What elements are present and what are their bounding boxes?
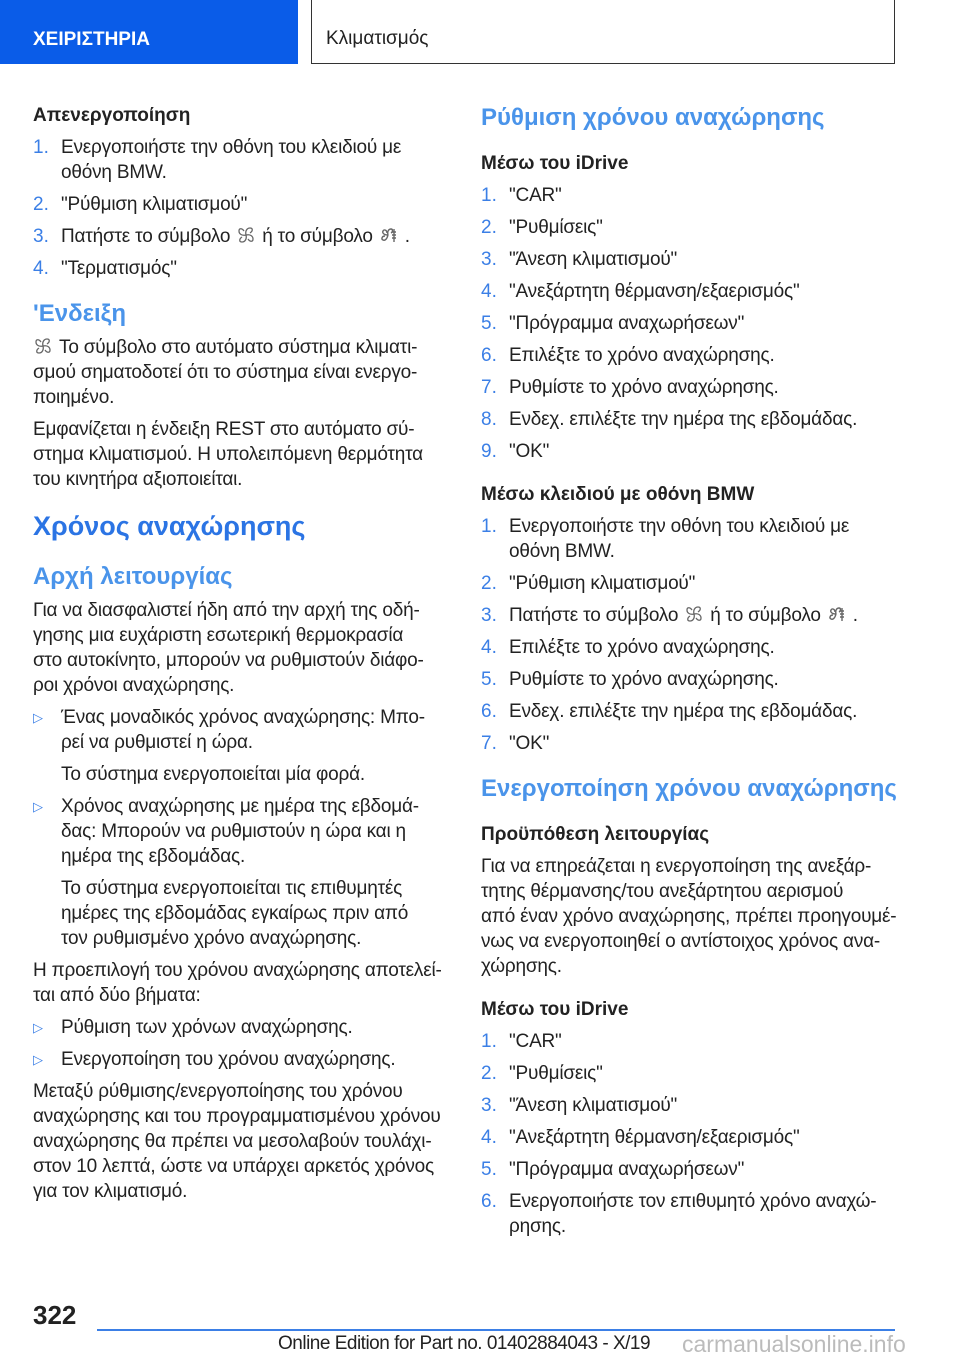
list-number: 4. (481, 637, 497, 658)
list-item (481, 1029, 901, 1054)
list-item-text: Ενεργοποιήστε τον επιθυμητό χρόνο αναχώ- ρησης. (509, 1191, 877, 1237)
paragraph (33, 335, 453, 410)
subheading: Μέσω του iDrive (481, 999, 629, 1020)
list-number: 7. (481, 377, 497, 398)
list-item-text: "Ανεξάρτητη θέρμανση/εξαερισμός" (509, 1127, 800, 1148)
right-column (481, 103, 901, 1246)
list-item-text: "Άνεση κλιματισμού" (509, 249, 678, 270)
list-item-text (509, 603, 858, 628)
list-number: 1. (481, 1031, 497, 1052)
text-segment: . (852, 605, 858, 626)
list-item (481, 279, 901, 304)
list-item-text: Ενδεχ. επιλέξτε την ημέρα της εβδομάδας. (509, 409, 858, 430)
bullet-item (33, 705, 453, 755)
bullet-text: Χρόνος αναχώρησης με ημέρα της εβδομά- δας: Μπορούν να ρυθμιστούν η ώρα και η ημέρα της εβδομάδας. (61, 796, 419, 867)
list-item-text: "OK" (509, 733, 550, 754)
list-item-text: "Τερματισμός" (61, 258, 177, 279)
list-number: 1. (33, 137, 49, 158)
list-item (481, 247, 901, 272)
list-item-text: "Ρυθμίσεις" (509, 1063, 603, 1084)
text-segment: ή το σύμβολο (710, 605, 821, 626)
list-number: 4. (481, 1127, 497, 1148)
bullet-marker-icon: ▷ (33, 1052, 43, 1067)
chapter-tab: Κλιματισμός (311, 0, 895, 64)
bullet-text: Ενεργοποίηση του χρόνου αναχώρησης. (61, 1049, 396, 1070)
paragraph-text: Για να επηρεάζεται η ενεργοποίηση της ανεξάρ- τητης θέρμανσης/του ανεξάρτητου αερισμού από έναν χρόνο αναχώρησης, πρέπει προηγουμέ- νως να ενεργοποιηθεί ο αντίστοιχος χρόνος ανα- χώρησης. (481, 856, 897, 977)
list-item-text: "CAR" (509, 1031, 562, 1052)
bullet-marker-icon: ▷ (33, 710, 43, 725)
list-number: 2. (33, 194, 49, 215)
text-segment: ή το σύμβολο (262, 226, 373, 247)
bullet-item (33, 1015, 453, 1040)
text-segment: Πατήστε το σύμβολο (509, 605, 679, 626)
subheading: Μέσω του iDrive (481, 153, 629, 174)
indented-paragraph: Το σύστημα ενεργοποιείται τις επιθυμητές ημέρες της εβδομάδας εγκαίρως πριν από τον ρυθμισμένο χρόνο αναχώρησης. (61, 878, 409, 949)
list-item (481, 635, 901, 660)
list-item (481, 1157, 901, 1182)
list-item-text: Ρυθμίστε το χρόνο αναχώρησης. (509, 377, 779, 398)
list-item (481, 603, 901, 628)
list-number: 8. (481, 409, 497, 430)
list-item (481, 1061, 901, 1086)
list-number: 5. (481, 669, 497, 690)
bullet-item (33, 1047, 453, 1072)
auto-fan-icon (236, 225, 256, 245)
paragraph (33, 598, 453, 698)
list-item-text: "OK" (509, 441, 550, 462)
text-segment: . (404, 226, 410, 247)
list-item (33, 192, 453, 217)
watermark: carmanualsonline.info (682, 1331, 906, 1357)
list-number: 4. (481, 281, 497, 302)
list-number: 6. (481, 345, 497, 366)
fan-intensity-icon (827, 604, 847, 624)
list-item (481, 311, 901, 336)
list-item (33, 256, 453, 281)
list-item (33, 224, 453, 249)
list-item (481, 375, 901, 400)
subsection-heading: Ρύθμιση χρόνου αναχώρησης (481, 104, 825, 131)
list-item-text: "Ρύθμιση κλιματισμού" (61, 194, 248, 215)
paragraph-text: Η προεπιλογή του χρόνου αναχώρησης αποτελεί- ται από δύο βήματα: (33, 960, 442, 1006)
list-item (481, 667, 901, 692)
list-item (481, 1093, 901, 1118)
numbered-list (481, 514, 901, 756)
list-number: 2. (481, 573, 497, 594)
page-number: 322 (33, 1300, 77, 1330)
list-item (481, 343, 901, 368)
list-number: 2. (481, 217, 497, 238)
subsection-heading: Αρχή λειτουργίας (33, 563, 233, 590)
list-item (481, 571, 901, 596)
list-item (481, 439, 901, 464)
list-item-text: "Άνεση κλιματισμού" (509, 1095, 678, 1116)
list-item (481, 1125, 901, 1150)
list-item-text: "Ανεξάρτητη θέρμανση/εξαερισμός" (509, 281, 800, 302)
list-number: 6. (481, 701, 497, 722)
list-item (481, 407, 901, 432)
list-item (481, 699, 901, 724)
paragraph-text: Εμφανίζεται η ένδειξη REST στο αυτόματο σύ- στημα κλιματισμού. Η υπολειπόμενη θερμότητα του κινητήρα αξιοποιείται. (33, 419, 423, 490)
list-item (481, 183, 901, 208)
list-number: 3. (481, 605, 497, 626)
list-number: 3. (33, 226, 49, 247)
list-number: 5. (481, 313, 497, 334)
list-number: 1. (481, 185, 497, 206)
list-number: 7. (481, 733, 497, 754)
list-number: 3. (481, 249, 497, 270)
list-item-text: Ρυθμίστε το χρόνο αναχώρησης. (509, 669, 779, 690)
list-number: 3. (481, 1095, 497, 1116)
numbered-list (33, 135, 453, 281)
bullet-item (33, 794, 453, 869)
subsection-heading: Ενεργοποίηση χρόνου αναχώρησης (481, 775, 897, 802)
list-item-text: "Ρύθμιση κλιματισμού" (509, 573, 696, 594)
list-item-text: Ενδεχ. επιλέξτε την ημέρα της εβδομάδας. (509, 701, 858, 722)
list-item-text: "Πρόγραμμα αναχωρήσεων" (509, 313, 745, 334)
edition-note: Online Edition for Part no. 01402884043 - X/19 (278, 1333, 651, 1354)
bullet-text: Ρύθμιση των χρόνων αναχώρησης. (61, 1017, 353, 1038)
subheading: Προϋπόθεση λειτουργίας (481, 824, 710, 845)
subsection-heading: 'Ενδειξη (33, 300, 127, 327)
list-item-text: Επιλέξτε το χρόνο αναχώρησης. (509, 345, 775, 366)
list-item (33, 135, 453, 185)
paragraph-text: Το σύμβολο στο αυτόματο σύστημα κλιματι- σμού σηματοδοτεί ότι το σύστημα είναι ενεργο- ποιημένο. (33, 337, 418, 408)
numbered-list (481, 1029, 901, 1239)
section-tab: ΧΕΙΡΙΣΤΗΡΙΑ (0, 0, 298, 64)
bullet-marker-icon: ▷ (33, 799, 43, 814)
list-item-text: Επιλέξτε το χρόνο αναχώρησης. (509, 637, 775, 658)
list-number: 6. (481, 1191, 497, 1212)
subheading: Μέσω κλειδιού με οθόνη BMW (481, 484, 755, 505)
list-item-text: Ενεργοποιήστε την οθόνη του κλειδιού με οθόνη BMW. (61, 137, 402, 183)
paragraph-text: Μεταξύ ρύθμισης/ενεργοποίησης του χρόνου αναχώρησης και του προγραμματισμένου χρόνου αναχώρησης θα πρέπει να μεσολαβούν τουλάχι- στον 10 λεπτά, ώστε να υπάρχει αρκετός χρόνος για τον κλιματισμό. (33, 1081, 441, 1202)
indented-paragraph: Το σύστημα ενεργοποιείται μία φορά. (61, 764, 365, 785)
list-item (481, 215, 901, 240)
bullet-marker-icon: ▷ (33, 1020, 43, 1035)
left-column (33, 103, 453, 1211)
paragraph (481, 854, 901, 979)
fan-intensity-icon (379, 225, 399, 245)
list-number: 4. (33, 258, 49, 279)
list-item (481, 1189, 901, 1239)
list-item-text: "Πρόγραμμα αναχωρήσεων" (509, 1159, 745, 1180)
paragraph (33, 417, 453, 492)
auto-fan-icon (684, 604, 704, 624)
text-segment: Πατήστε το σύμβολο (61, 226, 231, 247)
paragraph (33, 958, 453, 1008)
paragraph-text: Για να διασφαλιστεί ήδη από την αρχή της οδή- γησης μια ευχάριστη εσωτερική θερμοκρασία στο αυτοκίνητο, μπορούν να ρυθμιστούν διάφο- ροι χρόνοι αναχώρησης. (33, 600, 424, 696)
subheading: Απενεργοποίηση (33, 105, 191, 126)
auto-fan-icon (33, 336, 53, 356)
paragraph (33, 1079, 453, 1204)
list-item-text (61, 224, 410, 249)
list-number: 5. (481, 1159, 497, 1180)
bullet-text: Ένας μοναδικός χρόνος αναχώρησης: Μπο- ρεί να ρυθμιστεί η ώρα. (61, 707, 425, 753)
list-item-text: Ενεργοποιήστε την οθόνη του κλειδιού με οθόνη BMW. (509, 516, 850, 562)
list-number: 2. (481, 1063, 497, 1084)
list-item (481, 731, 901, 756)
list-number: 1. (481, 516, 497, 537)
list-item-text: "CAR" (509, 185, 562, 206)
list-item (481, 514, 901, 564)
numbered-list (481, 183, 901, 464)
list-number: 9. (481, 441, 497, 462)
list-item-text: "Ρυθμίσεις" (509, 217, 603, 238)
section-heading: Χρόνος αναχώρησης (33, 511, 306, 541)
